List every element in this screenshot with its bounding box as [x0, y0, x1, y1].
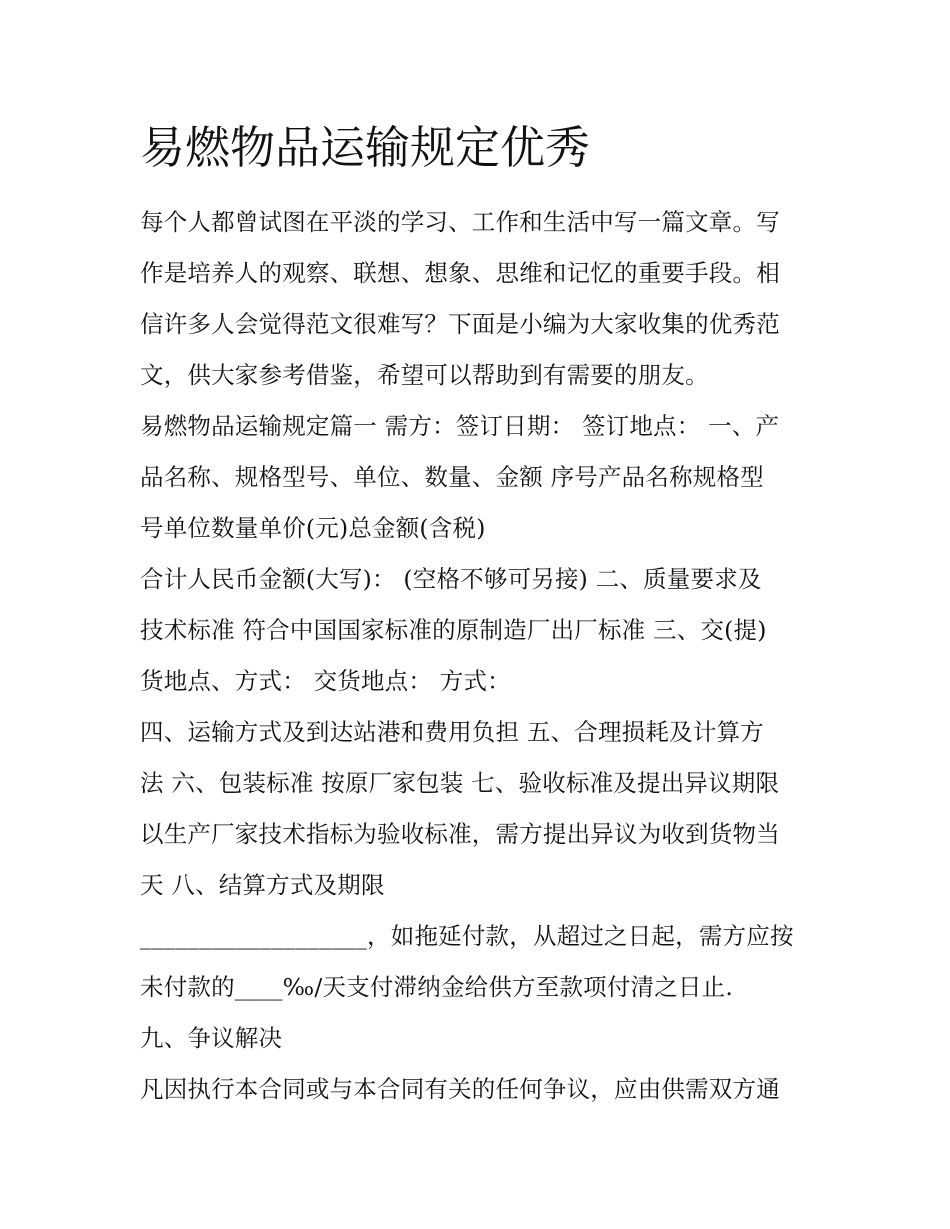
body-line: 法 六、包装标准 按原厂家包装 七、验收标准及提出异议期限 — [140, 769, 780, 797]
body-line: 文，供大家参考借鉴，希望可以帮助到有需要的朋友。 — [140, 361, 709, 389]
body-line: 每个人都曾试图在平淡的学习、工作和生活中写一篇文章。写 — [140, 208, 780, 236]
body-line: 信许多人会觉得范文很难写？下面是小编为大家收集的优秀范 — [140, 310, 780, 338]
body-line: 凡因执行本合同或与本合同有关的任何争议，应由供需双方通 — [140, 1075, 780, 1103]
body-line: 天 八、结算方式及期限 — [140, 871, 385, 899]
document-title: 易燃物品运输规定优秀 — [140, 121, 591, 174]
body-line: 作是培养人的观察、联想、想象、思维和记忆的重要手段。相 — [140, 259, 780, 287]
body-line: 以生产厂家技术指标为验收标准，需方提出异议为收到货物当 — [140, 820, 780, 848]
body-line: ___________________，如拖延付款，从超过之日起，需方应按 — [140, 922, 794, 950]
body-line: 易燃物品运输规定篇一 需方：签订日期： 签订地点： 一、产 — [140, 412, 780, 440]
body-line: 合计人民币金额(大写)： (空格不够可另接) 二、质量要求及 — [140, 565, 762, 593]
body-line: 品名称、规格型号、单位、数量、金额 序号产品名称规格型 — [140, 463, 764, 491]
body-line: 未付款的____‰/天支付滞纳金给供方至款项付清之日止. — [140, 973, 734, 1001]
body-line: 技术标准 符合中国国家标准的原制造厂出厂标准 三、交(提) — [140, 616, 767, 644]
body-line: 四、运输方式及到达站港和费用负担 五、合理损耗及计算方 — [140, 718, 764, 746]
document-body — [140, 197, 815, 1115]
body-line: 号单位数量单价(元)总金额(含税) — [140, 514, 486, 542]
body-line: 货地点、方式： 交货地点： 方式： — [140, 667, 511, 695]
body-line: 九、争议解决 — [140, 1024, 283, 1052]
